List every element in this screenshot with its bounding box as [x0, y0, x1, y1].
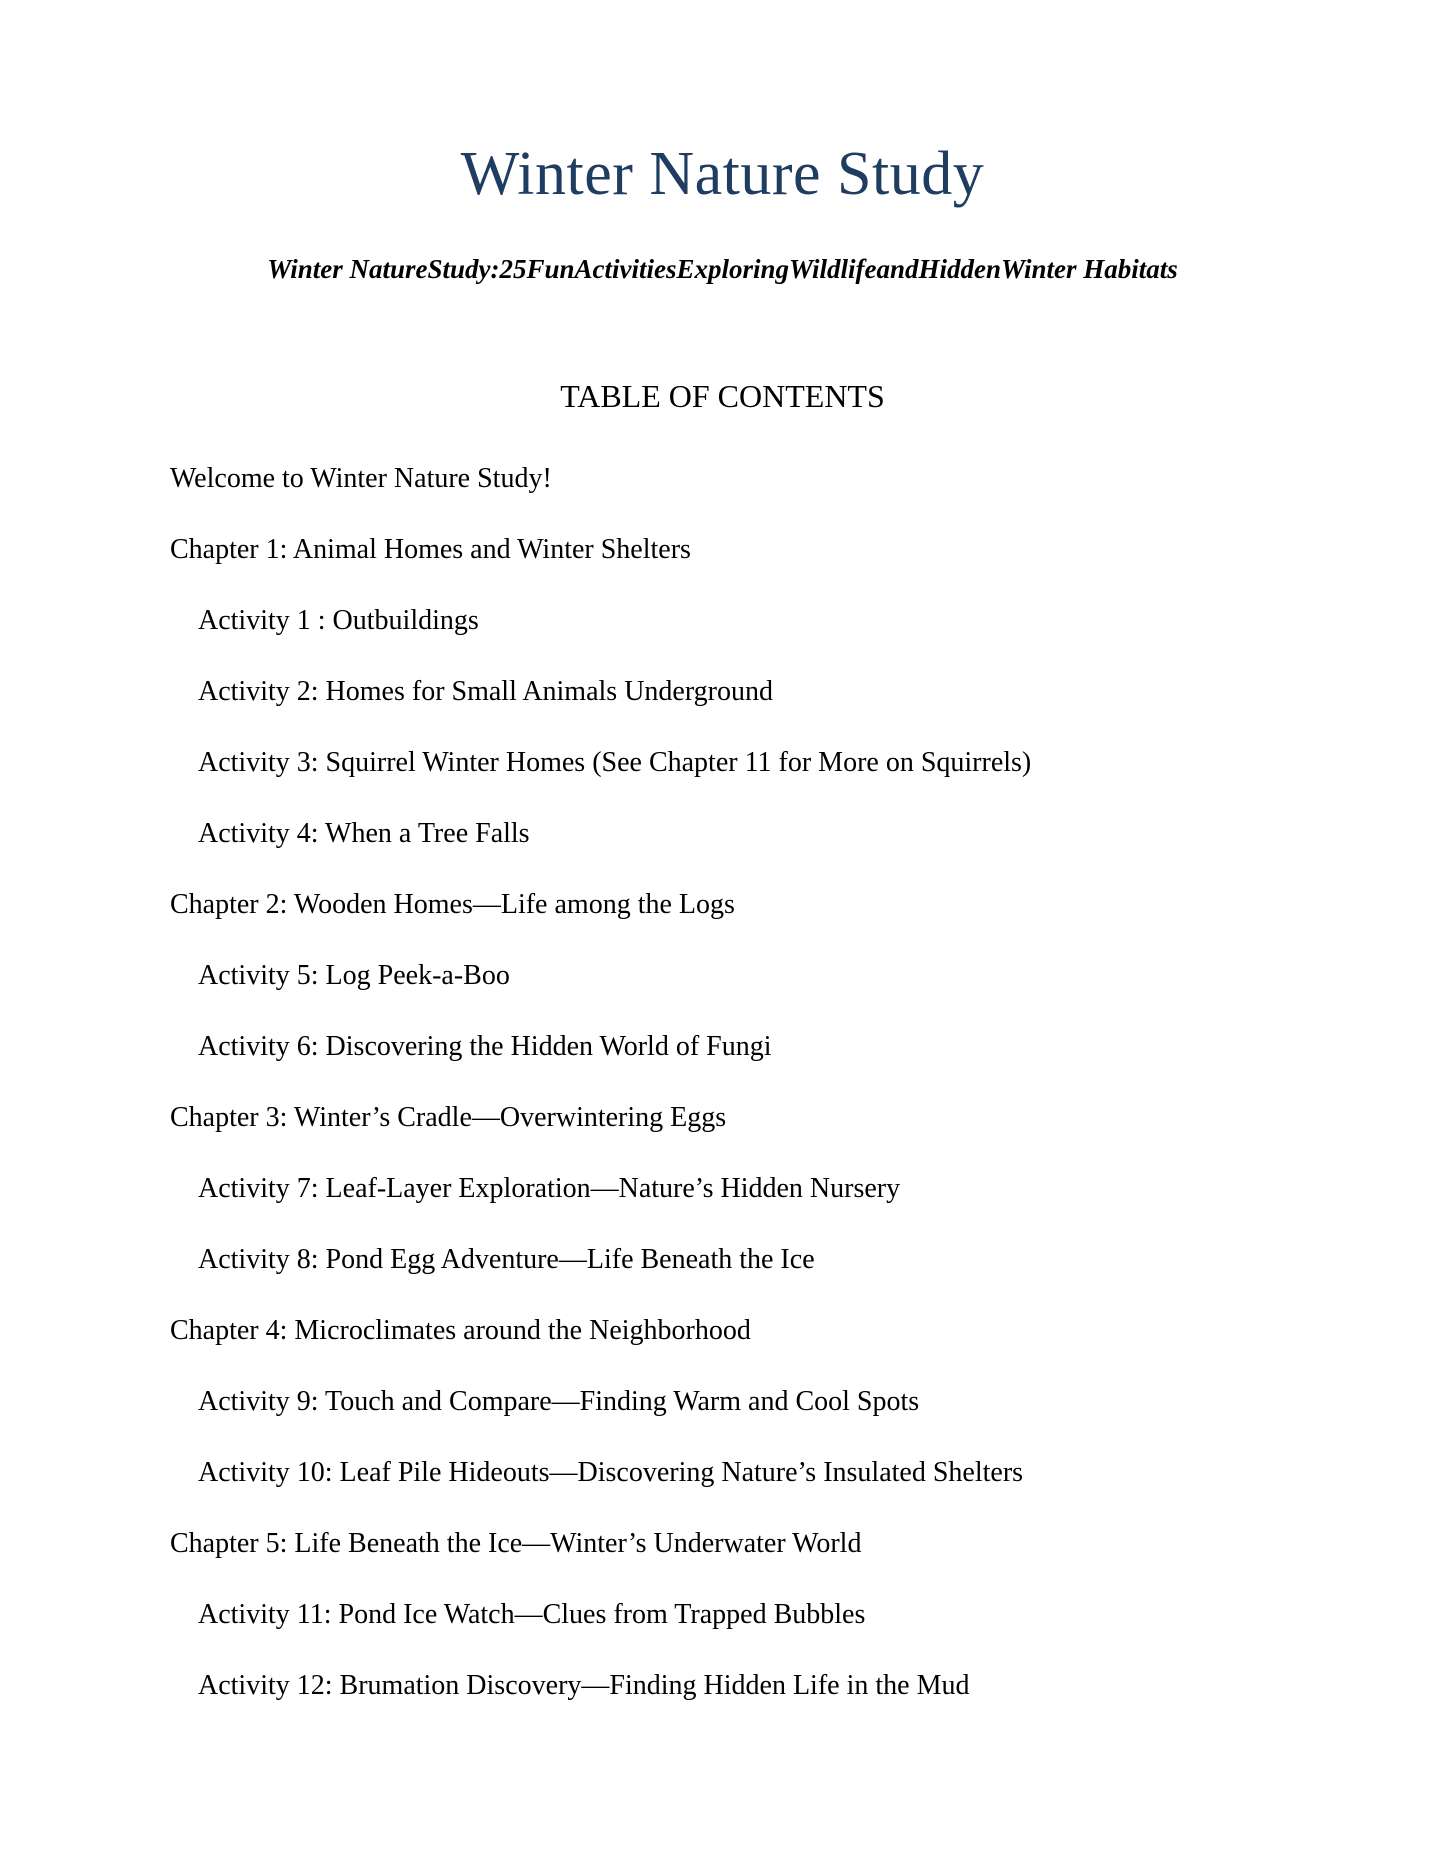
- document-subtitle: Winter NatureStudy:25FunActivitiesExploringWildlifeandHiddenWinter Habitats: [267, 254, 1178, 284]
- toc-entry-activity: Activity 11: Pond Ice Watch—Clues from Trapped Bubbles: [198, 1599, 866, 1630]
- toc-entry-chapter: Chapter 3: Winter’s Cradle—Overwintering Eggs: [170, 1102, 727, 1133]
- toc-entry-activity: Activity 6: Discovering the Hidden World of Fungi: [198, 1031, 772, 1062]
- toc-entry-activity: Activity 3: Squirrel Winter Homes (See Chapter 11 for More on Squirrels): [198, 747, 1032, 778]
- toc-entry-activity: Activity 8: Pond Egg Adventure—Life Beneath the Ice: [198, 1244, 815, 1275]
- toc-entry-activity: Activity 9: Touch and Compare—Finding Warm and Cool Spots: [198, 1386, 920, 1417]
- toc-entry-activity: Activity 4: When a Tree Falls: [198, 818, 530, 849]
- toc-entry-chapter: Chapter 5: Life Beneath the Ice—Winter’s Underwater World: [170, 1528, 862, 1559]
- toc-entry-activity: Activity 5: Log Peek-a-Boo: [198, 960, 510, 991]
- toc-heading: TABLE OF CONTENTS: [560, 378, 885, 414]
- toc-entry-chapter: Welcome to Winter Nature Study!: [170, 463, 552, 494]
- toc-entry-activity: Activity 12: Brumation Discovery—Finding Hidden Life in the Mud: [198, 1670, 970, 1701]
- toc-entry-chapter: Chapter 1: Animal Homes and Winter Shelters: [170, 534, 691, 565]
- toc-entry-chapter: Chapter 4: Microclimates around the Neighborhood: [170, 1315, 751, 1346]
- toc-entry-activity: Activity 2: Homes for Small Animals Underground: [198, 676, 773, 707]
- toc-entry-chapter: Chapter 2: Wooden Homes—Life among the Logs: [170, 889, 735, 920]
- toc-list: [170, 462, 1275, 1703]
- toc-entry-activity: Activity 10: Leaf Pile Hideouts—Discovering Nature’s Insulated Shelters: [198, 1457, 1024, 1488]
- toc-entry-activity: Activity 1 : Outbuildings: [198, 605, 479, 636]
- toc-entry-activity: Activity 7: Leaf-Layer Exploration—Nature’s Hidden Nursery: [198, 1173, 901, 1204]
- document-title: Winter Nature Study: [460, 140, 985, 208]
